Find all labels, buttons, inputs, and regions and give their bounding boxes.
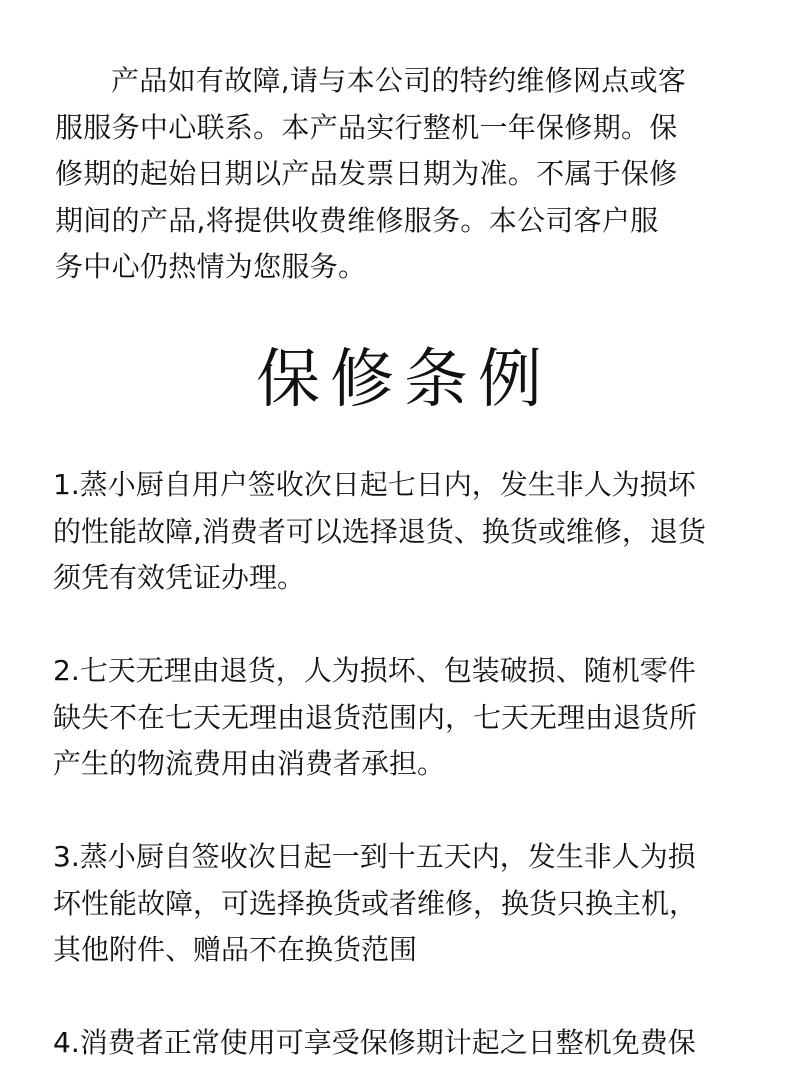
intro-line: 服服务中心联系。本产品实行整机一年保修期。保 [55,110,678,144]
clause-line: 3.蒸小厨自签收次日起一到十五天内，发生非人为损 [53,840,696,873]
clause-line: 的性能故障,消费者可以选择退货、换货或维修，退货 [53,514,706,548]
section-title: 保修条例 [256,343,552,417]
clause-4 [53,1020,763,1067]
clause-line: 坏性能故障，可选择换货或者维修，换货只换主机， [53,886,698,920]
intro-line: 务中心仍热情为您服务。 [55,250,367,283]
intro-line: 期间的产品,将提供收费维修服务。本公司客户服 [55,203,659,237]
intro-line: 产品如有故障,请与本公司的特约维修网点或客 [111,64,687,97]
intro-line: 修期的起始日期以产品发票日期为准。不属于保修 [55,157,678,190]
clause-line: 4.消费者正常使用可享受保修期计起之日整机免费保 [53,1026,696,1059]
clause-1 [53,462,763,602]
clause-2 [53,648,763,788]
clause-line: 产生的物流费用由消费者承担。 [53,747,446,780]
intro-paragraph [55,58,745,291]
clause-line: 须凭有效凭证办理。 [53,561,306,594]
clause-line: 缺失不在七天无理由退货范围内，七天无理由退货所 [53,700,698,734]
clause-line: 1.蒸小厨自用户签收次日起七日内，发生非人为损坏 [53,468,696,501]
clause-line: 2.七天无理由退货，人为损坏、包装破损、随机零件 [53,654,696,687]
clause-line: 其他附件、赠品不在换货范围 [53,933,418,966]
clause-3 [53,834,763,974]
